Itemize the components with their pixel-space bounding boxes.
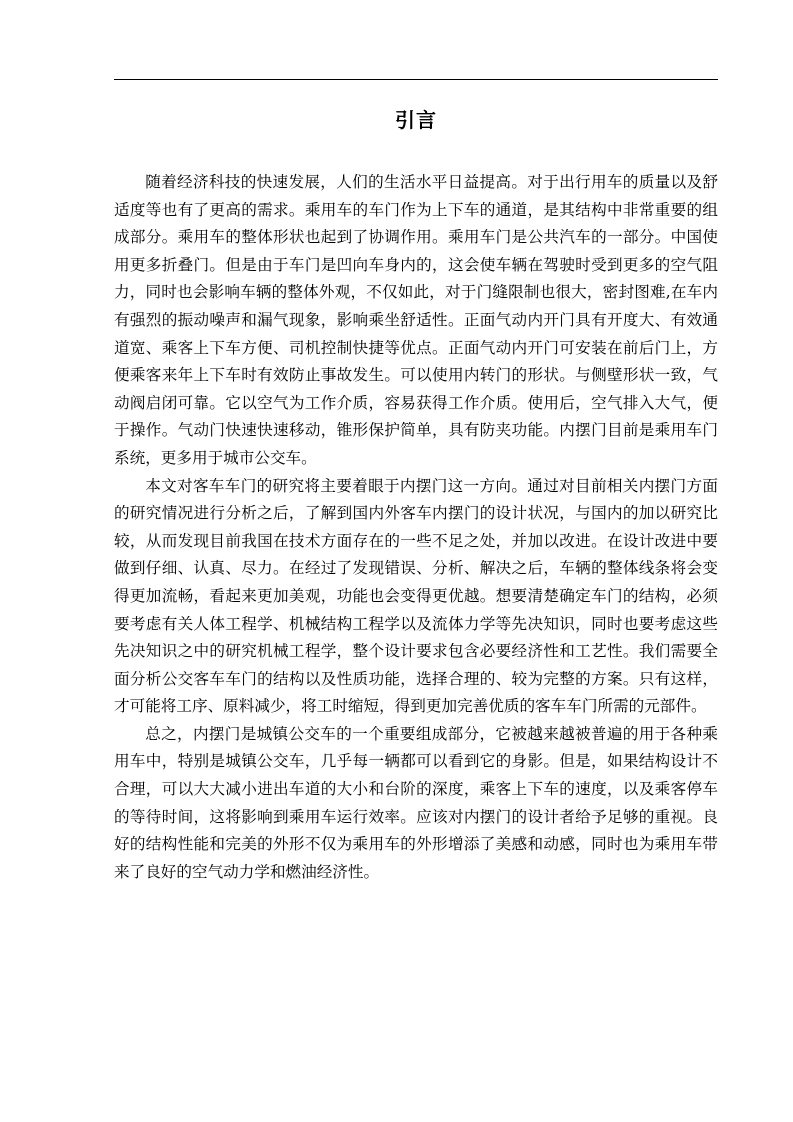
page-title: 引言 bbox=[395, 108, 437, 132]
paragraph-2: 本文对客车车门的研究将主要着眼于内摆门这一方向。通过对目前相关内摆门方面的研究情况进行分析之后，了解到国内外客车内摆门的设计状况，与国内的加以研究比较，从而发现目前我国在技术方面存在的一些不足之处，并加以改进。在设计改进中要做到仔细、认真、尽力。在经过了发现错误、分析、解决之后，车辆的整体线条将会变得更加流畅，看起来更加美观，功能也会变得更优越。想要清楚确定车门的结构，必须要考虑有关人体工程学、机械结构工程学以及流体力学等先决知识，同时也要考虑这些先决知识之中的研究机械工程学，整个设计要求包含必要经济性和工艺性。我们需要全面分析公交客车车门的结构以及性质功能，选择合理的、较为完整的方案。只有这样，才可能将工序、原料减少，将工时缩短，得到更加完善优质的客车车门所需的元部件。 bbox=[114, 476, 718, 716]
paragraph-1: 随着经济科技的快速发展，人们的生活水平日益提高。对于出行用车的质量以及舒适度等也有了更高的需求。乘用车的车门作为上下车的通道，是其结构中非常重要的组成部分。乘用车的整体形状也起到了协调作用。乘用车门是公共汽车的一部分。中国使用更多折叠门。但是由于车门是凹向车身内的，这会使车辆在驾驶时受到更多的空气阻力，同时也会影响车辆的整体外观，不仅如此，对于门缝限制也很大，密封图难,在车内有强烈的振动噪声和漏气现象，影响乘坐舒适性。正面气动内开门具有开度大、有效通道宽、乘客上下车方便、司机控制快捷等优点。正面气动内开门可安装在前后门上，方便乘客来年上下车时有效防止事故发生。可以使用内转门的形状。与侧壁形状一致，气动阀启闭可靠。它以空气为工作介质，容易获得工作介质。使用后，空气排入大气，便于操作。气动门快速快速移动，锥形保护简单，具有防夹功能。内摆门目前是乘用车门系统，更多用于城市公交车。 bbox=[114, 173, 718, 467]
body-text bbox=[114, 169, 718, 886]
header-rule bbox=[114, 79, 718, 80]
paragraph-3: 总之，内摆门是城镇公交车的一个重要组成部分，它被越来越被普遍的用于各种乘用车中，特别是城镇公交车，几乎每一辆都可以看到它的身影。但是，如果结构设计不合理，可以大大减小进出车道的大小和台阶的深度，乘客上下车的速度，以及乘客停车的等待时间，这将影响到乘用车运行效率。应该对内摆门的设计者给予足够的重视。良好的结构性能和完美的外形不仅为乘用车的外形增添了美感和动感，同时也为乘用车带来了良好的空气动力学和燃油经济性。 bbox=[114, 724, 718, 881]
